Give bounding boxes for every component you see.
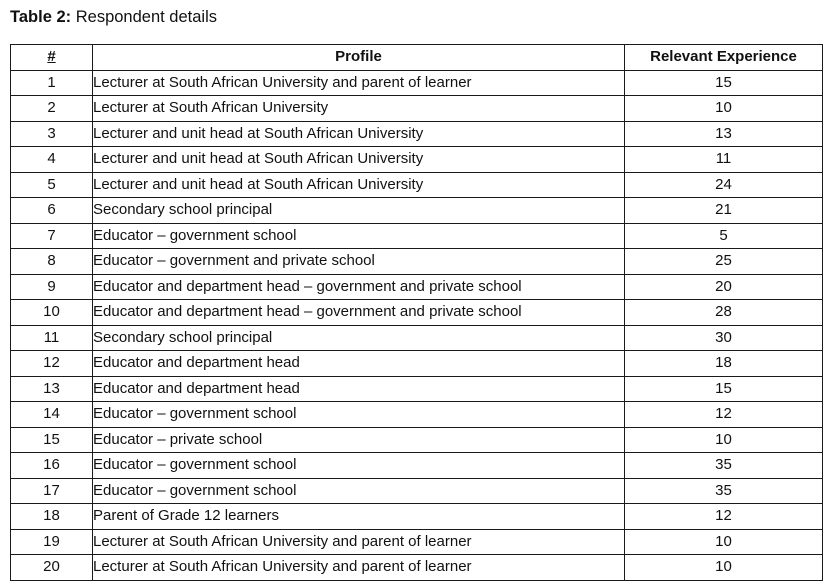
row-number-cell: 4 xyxy=(11,147,93,173)
column-header-experience: Relevant Experience xyxy=(625,45,823,71)
table-row xyxy=(11,147,823,173)
table-row xyxy=(11,453,823,479)
row-profile-cell: Secondary school principal xyxy=(93,198,625,224)
row-number-cell: 18 xyxy=(11,504,93,530)
table-row xyxy=(11,529,823,555)
row-number-cell: 5 xyxy=(11,172,93,198)
column-header-profile: Profile xyxy=(93,45,625,71)
table-row xyxy=(11,198,823,224)
row-number-cell: 13 xyxy=(11,376,93,402)
table-row xyxy=(11,96,823,122)
row-experience-cell: 18 xyxy=(625,351,823,377)
row-number-cell: 20 xyxy=(11,555,93,581)
table-row xyxy=(11,376,823,402)
row-experience-cell: 5 xyxy=(625,223,823,249)
row-experience-cell: 20 xyxy=(625,274,823,300)
row-number-cell: 14 xyxy=(11,402,93,428)
row-profile-cell: Educator – government school xyxy=(93,478,625,504)
row-profile-cell: Parent of Grade 12 learners xyxy=(93,504,625,530)
row-experience-cell: 10 xyxy=(625,555,823,581)
row-profile-cell: Lecturer at South African University and parent of learner xyxy=(93,555,625,581)
row-profile-cell: Lecturer at South African University and parent of learner xyxy=(93,529,625,555)
table-row xyxy=(11,70,823,96)
row-profile-cell: Educator – government school xyxy=(93,453,625,479)
row-number-cell: 19 xyxy=(11,529,93,555)
table-row xyxy=(11,172,823,198)
row-number-cell: 3 xyxy=(11,121,93,147)
row-number-cell: 7 xyxy=(11,223,93,249)
row-experience-cell: 10 xyxy=(625,427,823,453)
row-profile-cell: Educator and department head xyxy=(93,351,625,377)
row-profile-cell: Lecturer and unit head at South African University xyxy=(93,121,625,147)
row-number-cell: 11 xyxy=(11,325,93,351)
row-experience-cell: 13 xyxy=(625,121,823,147)
table-row xyxy=(11,249,823,275)
row-number-cell: 15 xyxy=(11,427,93,453)
row-profile-cell: Lecturer at South African University and parent of learner xyxy=(93,70,625,96)
table-row xyxy=(11,351,823,377)
row-number-cell: 1 xyxy=(11,70,93,96)
row-number-cell: 9 xyxy=(11,274,93,300)
table-row xyxy=(11,402,823,428)
row-experience-cell: 35 xyxy=(625,478,823,504)
row-number-cell: 17 xyxy=(11,478,93,504)
row-experience-cell: 30 xyxy=(625,325,823,351)
row-profile-cell: Educator – government school xyxy=(93,223,625,249)
table-header-row xyxy=(11,45,823,71)
row-profile-cell: Educator and department head xyxy=(93,376,625,402)
row-experience-cell: 12 xyxy=(625,504,823,530)
table-row xyxy=(11,555,823,581)
row-profile-cell: Educator – government school xyxy=(93,402,625,428)
row-profile-cell: Educator and department head – government and private school xyxy=(93,300,625,326)
table-row xyxy=(11,504,823,530)
row-number-cell: 6 xyxy=(11,198,93,224)
row-experience-cell: 10 xyxy=(625,96,823,122)
row-number-cell: 10 xyxy=(11,300,93,326)
table-row xyxy=(11,223,823,249)
table-row xyxy=(11,274,823,300)
table-row xyxy=(11,478,823,504)
table-row xyxy=(11,427,823,453)
row-profile-cell: Lecturer and unit head at South African University xyxy=(93,147,625,173)
table-caption xyxy=(10,7,217,27)
row-experience-cell: 28 xyxy=(625,300,823,326)
table-row xyxy=(11,121,823,147)
respondent-table xyxy=(10,44,823,581)
row-profile-cell: Educator and department head – government and private school xyxy=(93,274,625,300)
row-experience-cell: 24 xyxy=(625,172,823,198)
row-experience-cell: 15 xyxy=(625,376,823,402)
row-experience-cell: 35 xyxy=(625,453,823,479)
table-caption-label: Table 2: xyxy=(10,8,72,26)
column-header-number-label: # xyxy=(47,48,56,66)
row-profile-cell: Secondary school principal xyxy=(93,325,625,351)
row-experience-cell: 21 xyxy=(625,198,823,224)
row-experience-cell: 10 xyxy=(625,529,823,555)
row-profile-cell: Educator – government and private school xyxy=(93,249,625,275)
row-experience-cell: 25 xyxy=(625,249,823,275)
table-row xyxy=(11,325,823,351)
row-experience-cell: 15 xyxy=(625,70,823,96)
row-experience-cell: 12 xyxy=(625,402,823,428)
row-number-cell: 2 xyxy=(11,96,93,122)
row-profile-cell: Lecturer at South African University xyxy=(93,96,625,122)
table-caption-text: Respondent details xyxy=(75,8,217,26)
row-profile-cell: Lecturer and unit head at South African University xyxy=(93,172,625,198)
row-number-cell: 16 xyxy=(11,453,93,479)
row-experience-cell: 11 xyxy=(625,147,823,173)
row-number-cell: 8 xyxy=(11,249,93,275)
table-row xyxy=(11,300,823,326)
row-number-cell: 12 xyxy=(11,351,93,377)
table-body xyxy=(11,70,823,580)
row-profile-cell: Educator – private school xyxy=(93,427,625,453)
column-header-number xyxy=(11,45,93,71)
